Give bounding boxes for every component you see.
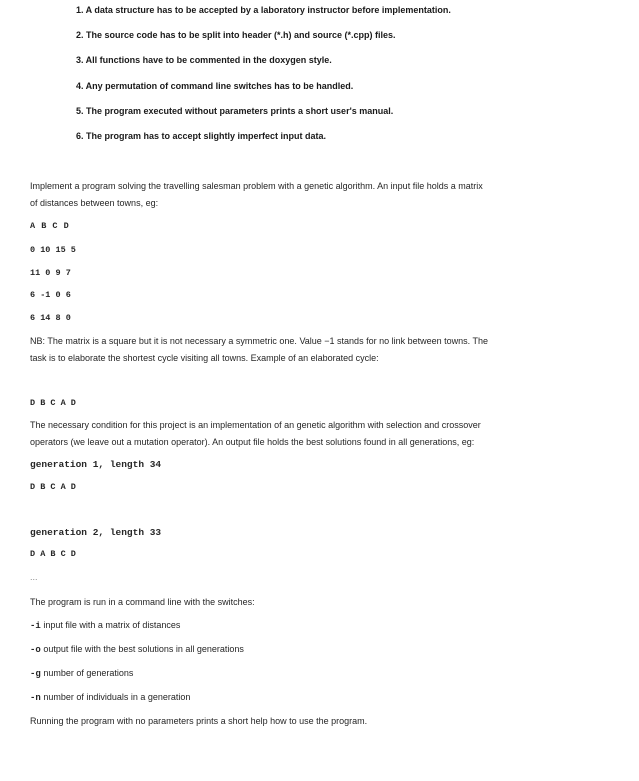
closing-text: Running the program with no parameters prints a short help how to use the program. [30,716,368,726]
matrix-row-2: 11 0 9 7 [30,268,71,278]
requirement-3: 3. All functions have to be commented in the doxygen style. [76,55,332,65]
generation-2-label: generation 2, length 33 [30,527,162,538]
requirement-4: 4. Any permutation of command line switches has to be handled. [76,81,354,91]
ellipsis: ... [30,572,38,582]
switch-n-desc: number of individuals in a generation [40,692,191,702]
switch-o-desc: output file with the best solutions in all generations [40,644,244,654]
generation-1-label: generation 1, length 34 [30,459,162,470]
intro-line-1: Implement a program solving the travelling salesman problem with a genetic algorithm. An input file holds a matrix [30,181,483,191]
condition-line-2: operators (we leave out a mutation operator). An output file holds the best solutions found in all generations, eg: [30,437,475,447]
matrix-row-1: 0 10 15 5 [30,245,76,255]
switch-i [30,620,180,631]
requirement-2: 2. The source code has to be split into header (*.h) and source (*.cpp) files. [76,30,396,40]
matrix-row-4: 6 14 8 0 [30,313,71,323]
generation-1-cycle: D B C A D [30,482,76,492]
requirement-1: 1. A data structure has to be accepted by a laboratory instructor before implementation. [76,5,451,15]
example-cycle: D B C A D [30,398,76,408]
matrix-header: A B C D [30,221,69,231]
switch-n [30,692,190,703]
switch-o-flag: -o [30,645,41,655]
switch-g-flag: -g [30,669,41,679]
switches-intro: The program is run in a command line with the switches: [30,597,255,607]
requirement-6: 6. The program has to accept slightly imperfect input data. [76,131,327,141]
switch-i-flag: -i [30,621,41,631]
nb-line-1: NB: The matrix is a square but it is not necessary a symmetric one. Value −1 stands for no link between towns. The [30,336,488,346]
switch-g [30,668,133,679]
switch-o [30,644,244,655]
requirement-5: 5. The program executed without parameters prints a short user's manual. [76,106,394,116]
generation-2-cycle: D A B C D [30,549,76,559]
switch-i-desc: input file with a matrix of distances [40,620,181,630]
condition-line-1: The necessary condition for this project is an implementation of an genetic algorithm with selection and crossover [30,420,481,430]
intro-line-2: of distances between towns, eg: [30,198,159,208]
nb-line-2: task is to elaborate the shortest cycle visiting all towns. Example of an elaborated cycle: [30,353,379,363]
switch-n-flag: -n [30,693,41,703]
matrix-row-3: 6 -1 0 6 [30,290,71,300]
switch-g-desc: number of generations [40,668,134,678]
